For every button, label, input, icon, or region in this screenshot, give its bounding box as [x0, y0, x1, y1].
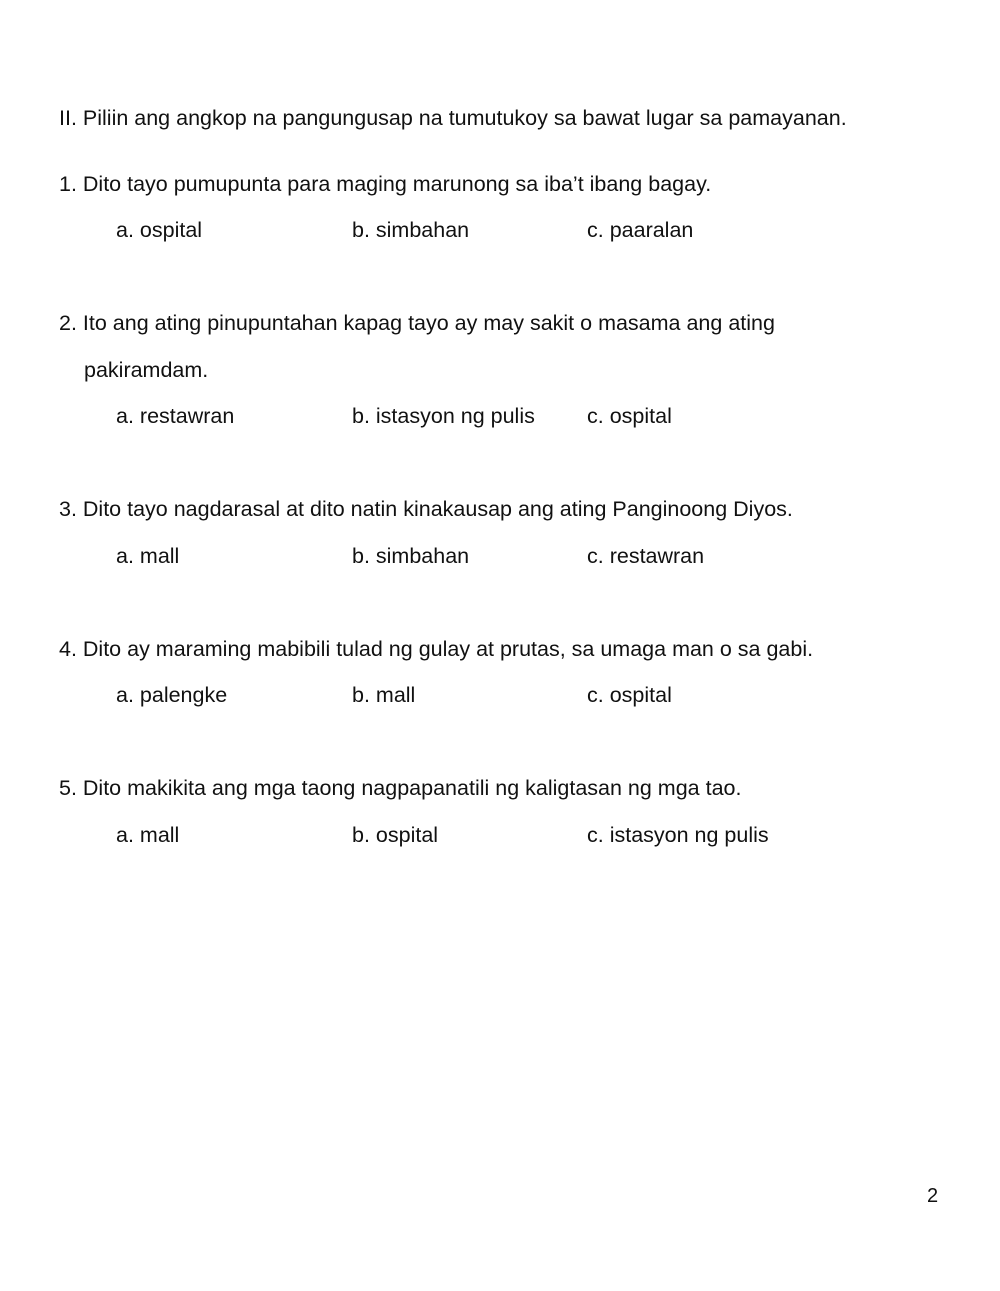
- question-5-stem: 5. Dito makikita ang mga taong nagpapanatili ng kaligtasan ng mga tao.: [59, 776, 742, 800]
- question-4-option-b: b. mall: [352, 683, 416, 707]
- question-3-stem: 3. Dito tayo nagdarasal at dito natin kinakausap ang ating Panginoong Diyos.: [59, 497, 793, 521]
- question-5-option-c: c. istasyon ng pulis: [587, 823, 769, 847]
- question-2-option-c: c. ospital: [587, 404, 672, 428]
- question-3-option-b: b. simbahan: [352, 544, 470, 568]
- question-1-option-a: a. ospital: [116, 218, 203, 242]
- instruction-text: II. Piliin ang angkop na pangungusap na tumutukoy sa bawat lugar sa pamayanan.: [59, 106, 847, 130]
- question-1-option-b: b. simbahan: [352, 218, 470, 242]
- question-2-option-b: b. istasyon ng pulis: [352, 404, 535, 428]
- question-4-option-a: a. palengke: [116, 683, 228, 707]
- question-3-option-a: a. mall: [116, 544, 180, 568]
- question-2-stem: 2. Ito ang ating pinupuntahan kapag tayo ay may sakit o masama ang ating: [59, 311, 775, 335]
- question-4-stem: 4. Dito ay maraming mabibili tulad ng gulay at prutas, sa umaga man o sa gabi.: [59, 637, 814, 661]
- question-5-option-a: a. mall: [116, 823, 180, 847]
- question-5-option-b: b. ospital: [352, 823, 439, 847]
- question-3-option-c: c. restawran: [587, 544, 705, 568]
- question-1-option-c: c. paaralan: [587, 218, 694, 242]
- question-1-stem: 1. Dito tayo pumupunta para maging marunong sa iba’t ibang bagay.: [59, 172, 712, 196]
- question-2-option-a: a. restawran: [116, 404, 235, 428]
- question-4-option-c: c. ospital: [587, 683, 672, 707]
- page-number: 2: [927, 1185, 939, 1207]
- question-2-stem-continuation: pakiramdam.: [84, 358, 209, 382]
